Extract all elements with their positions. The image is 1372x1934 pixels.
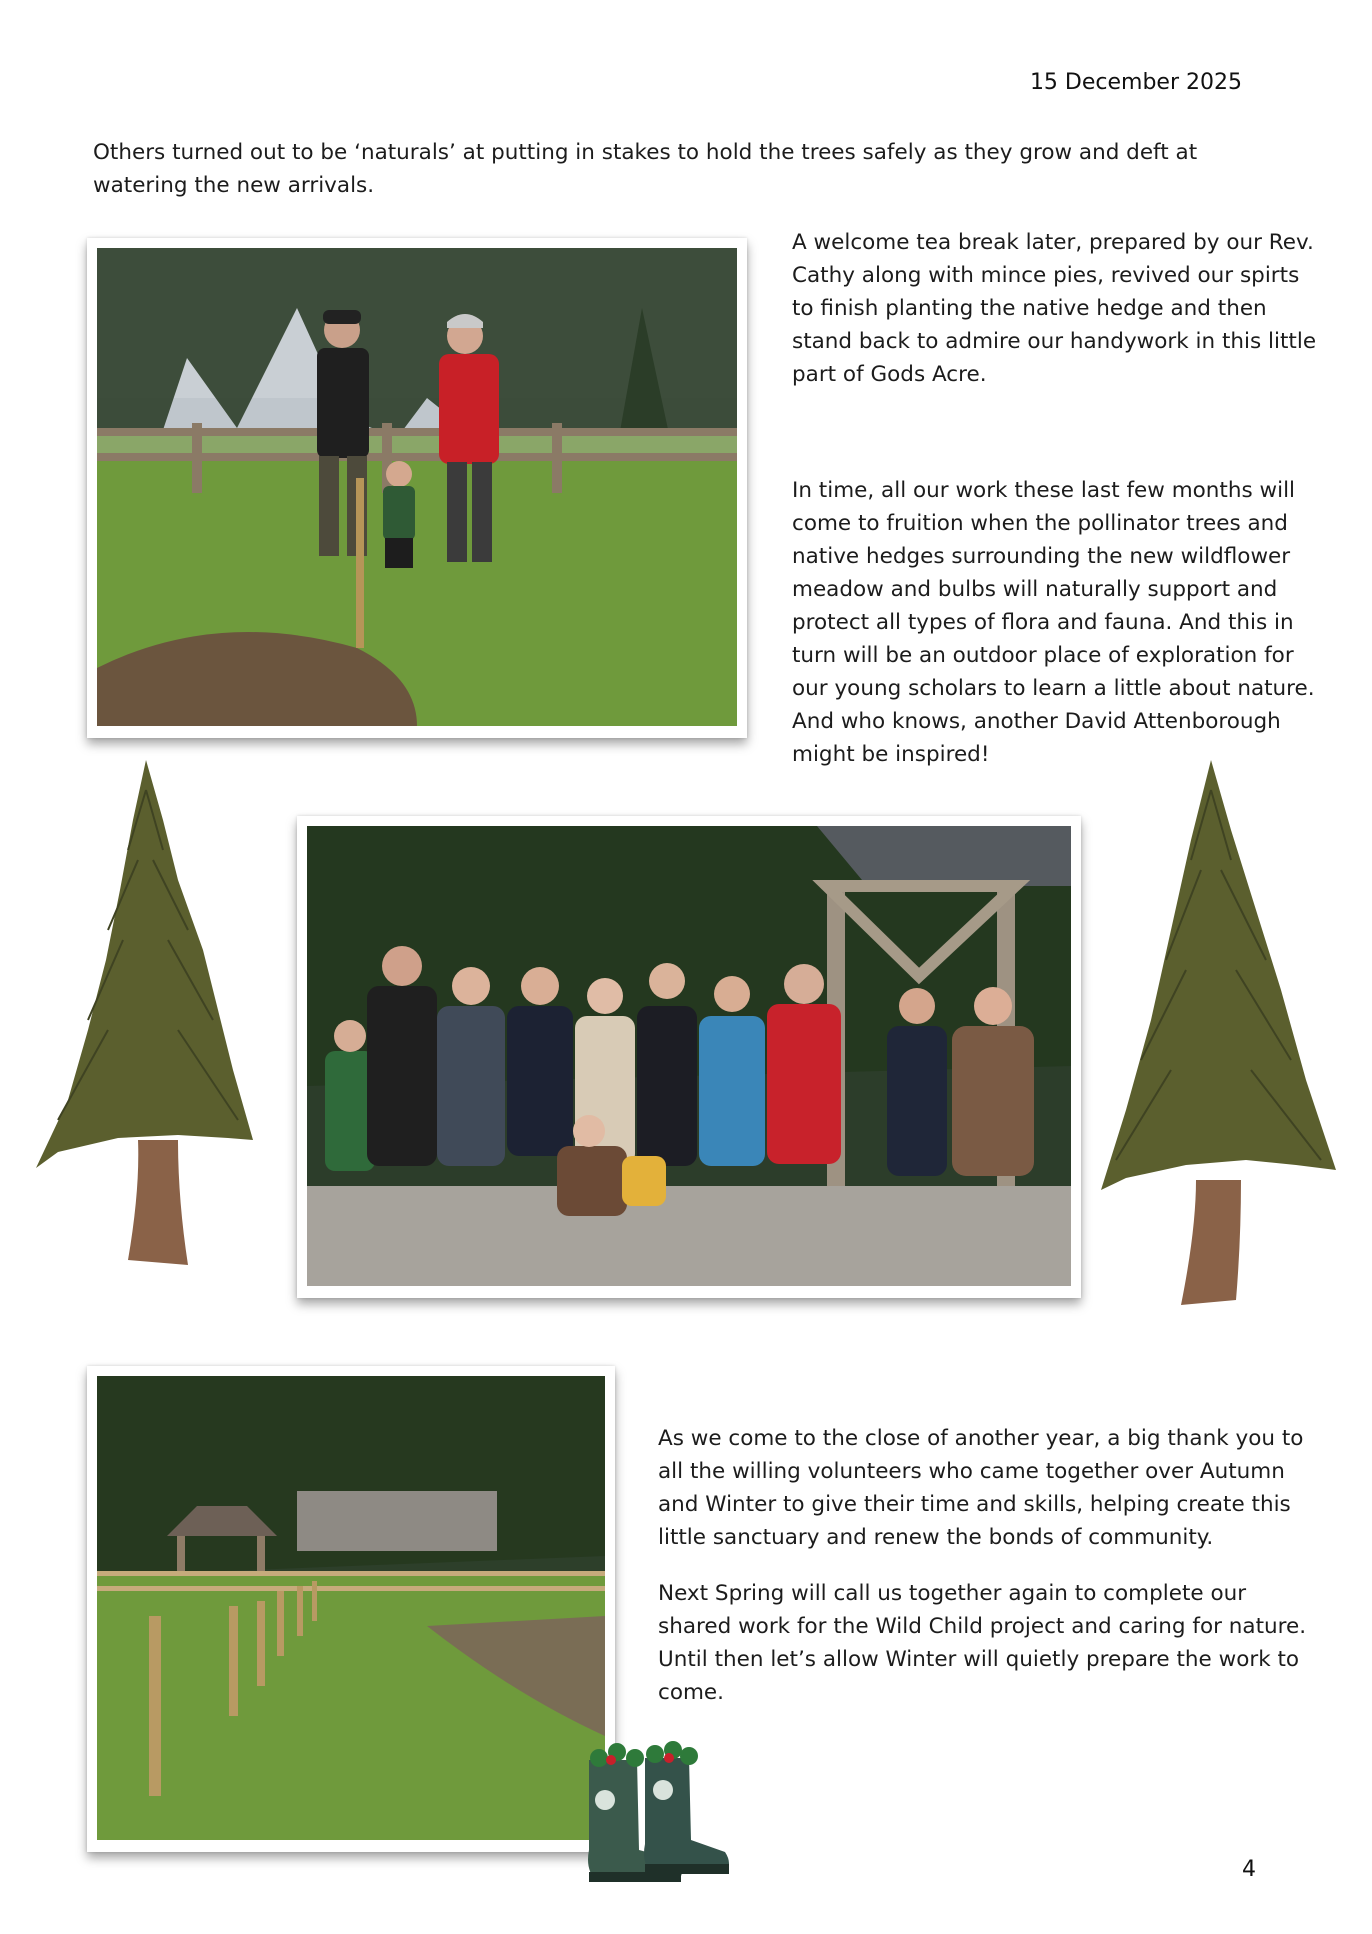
tree-icon [28,760,264,1284]
wellington-boots-icon [577,1740,737,1894]
photo-group-volunteers [297,816,1081,1298]
intro-paragraph: Others turned out to be ‘naturals’ at putting in stakes to hold the trees safely as they grow and deft at watering the new arrivals. [93,140,1198,198]
tea-break-paragraph: A welcome tea break later, prepared by our Rev. Cathy along with mince pies, revived our spirts to finish planting the native hedge and then stand back to admire our handywork in this little part of Gods Acre. [792,230,1317,387]
photo-staked-trees [87,1366,615,1852]
next-spring-paragraph: Next Spring will call us together again to complete our shared work for the Wild Child project and caring for nature. Until then let’s allow Winter will quietly prepare the work to come. [658,1581,1307,1705]
header-date: 15 December 2025 [1029,70,1242,95]
in-time-paragraph: In time, all our work these last few months will come to fruition when the pollinator trees and native hedges surrounding the new wildflower meadow and bulbs will naturally support and protect all types of flora and fauna. And this in turn will be an outdoor place of exploration for our young scholars to learn a little about nature. And who knows, another David Attenborough might be inspired! [792,478,1315,767]
page-number: 4 [1242,1857,1256,1882]
photo-planting-volunteers [87,238,747,738]
tree-icon [1096,760,1346,1324]
thanks-paragraph: As we come to the close of another year, a big thank you to all the willing volunteers who came together over Autumn and Winter to give their time and skills, helping create this little sanctuary and renew the bonds of community. [658,1426,1304,1550]
